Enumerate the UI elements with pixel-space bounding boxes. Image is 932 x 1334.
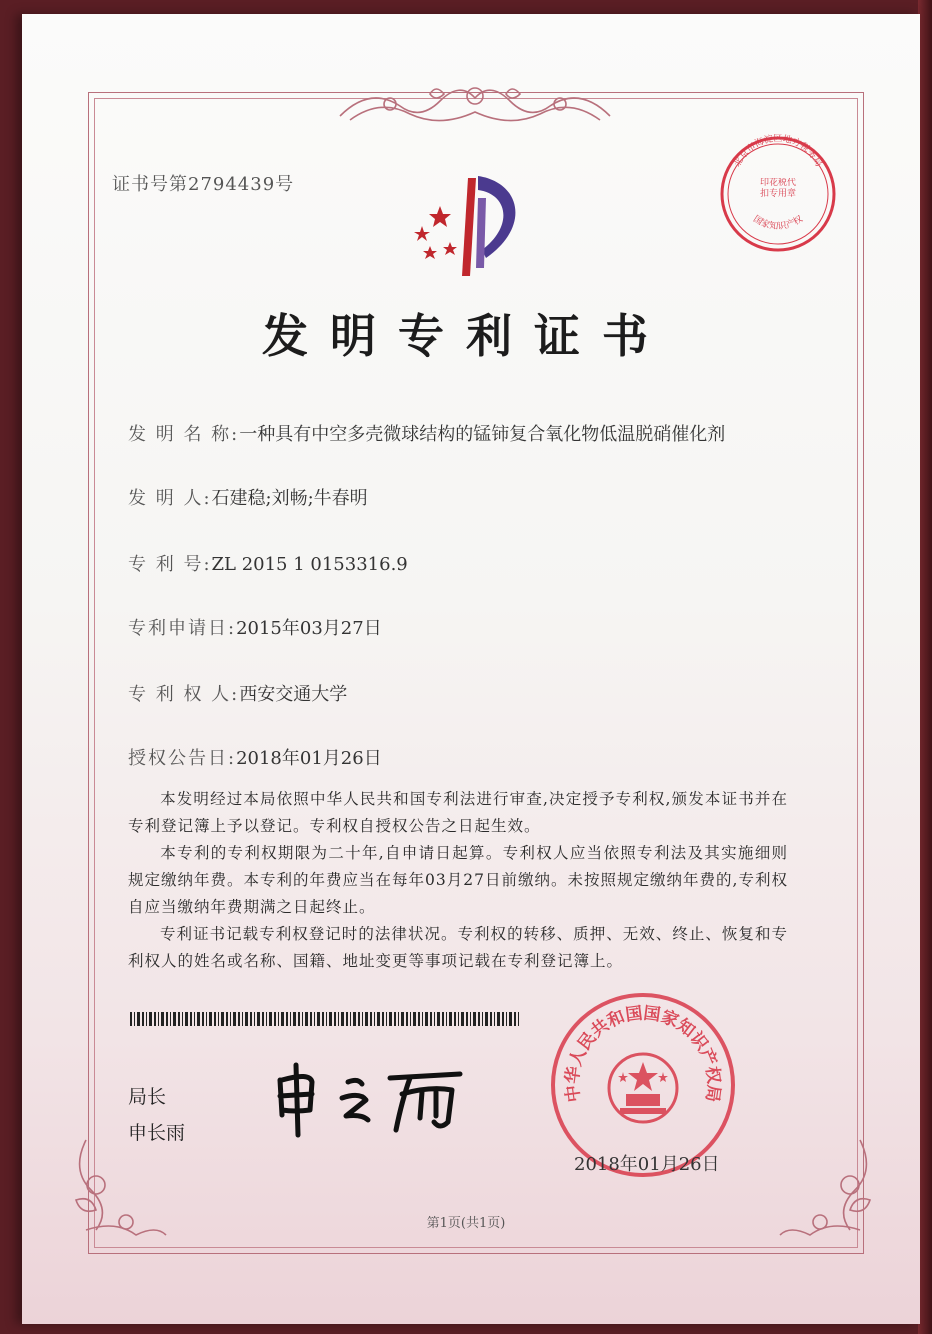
field-label: 授权公告日:: [128, 748, 237, 769]
certificate-title: 发明专利证书: [262, 309, 670, 363]
statement-paragraph-2: 本专利的专利权期限为二十年,自申请日起算。专利权人应当依照专利法及其实施细则规定缴纳年费。本专利的年费应当在每年03月27日前缴纳。未按照规定缴纳年费的,专利权自应当缴纳年费期满之日起终止。: [128, 844, 788, 916]
national-emblem-icon: [609, 1054, 677, 1122]
director-name: 申长雨: [128, 1122, 186, 1144]
field-label: 专 利 权 人:: [128, 684, 240, 705]
field-value: 西安交通大学: [239, 684, 348, 705]
statement-paragraph-3: 专利证书记载专利权登记时的法律状况。专利权的转移、质押、无效、终止、恢复和专利权人的姓名或名称、国籍、地址变更等事项记载在专利登记簿上。: [128, 925, 788, 970]
field-application-date: [128, 614, 382, 640]
page-number: 第1页(共1页): [426, 1216, 506, 1231]
seal-date: 2018年01月26日: [574, 1154, 720, 1175]
binder-edge: [918, 0, 932, 1334]
field-label: 专 利 号:: [128, 554, 212, 575]
field-patent-number: [128, 550, 408, 576]
svg-text:中华人民共和国国家知识产权局: 中华人民共和国国家知识产权局: [562, 1003, 724, 1104]
patent-office-logo: [400, 168, 550, 278]
field-value: 一种具有中空多壳微球结构的锰铈复合氧化物低温脱硝催化剂: [239, 424, 726, 445]
tax-stamp-seal: 北京市海淀区地方税务局 国家知识产权 印花税代扣专用章: [718, 134, 838, 254]
field-patentee: [128, 680, 347, 706]
director-signature: [270, 1060, 480, 1140]
field-value: 2018年01月26日: [236, 748, 382, 769]
svg-text:北京市海淀区地方税务局: 北京市海淀区地方税务局: [732, 134, 824, 169]
top-ornament: [330, 76, 620, 136]
field-value: 2015年03月27日: [236, 618, 382, 639]
svg-text:国家知识产权: 国家知识产权: [751, 214, 805, 233]
field-inventors: [128, 484, 368, 510]
field-value: 石建稳;刘畅;牛春明: [211, 488, 368, 509]
statement-paragraph-1: 本发明经过本局依照中华人民共和国专利法进行审查,决定授予专利权,颁发本证书并在专利登记簿上予以登记。专利权自授权公告之日起生效。: [128, 790, 788, 835]
field-value: ZL 2015 1 0153316.9: [211, 554, 408, 575]
field-label: 发 明 人:: [128, 488, 212, 509]
field-grant-date: [128, 744, 382, 770]
field-label: 发 明 名 称:: [128, 424, 240, 445]
field-label: 专利申请日:: [128, 618, 237, 639]
certificate-number: 证书号第2794439号: [112, 174, 295, 195]
field-invention-name: [128, 420, 725, 446]
director-title: 局长: [128, 1086, 167, 1108]
barcode: [130, 1012, 520, 1026]
